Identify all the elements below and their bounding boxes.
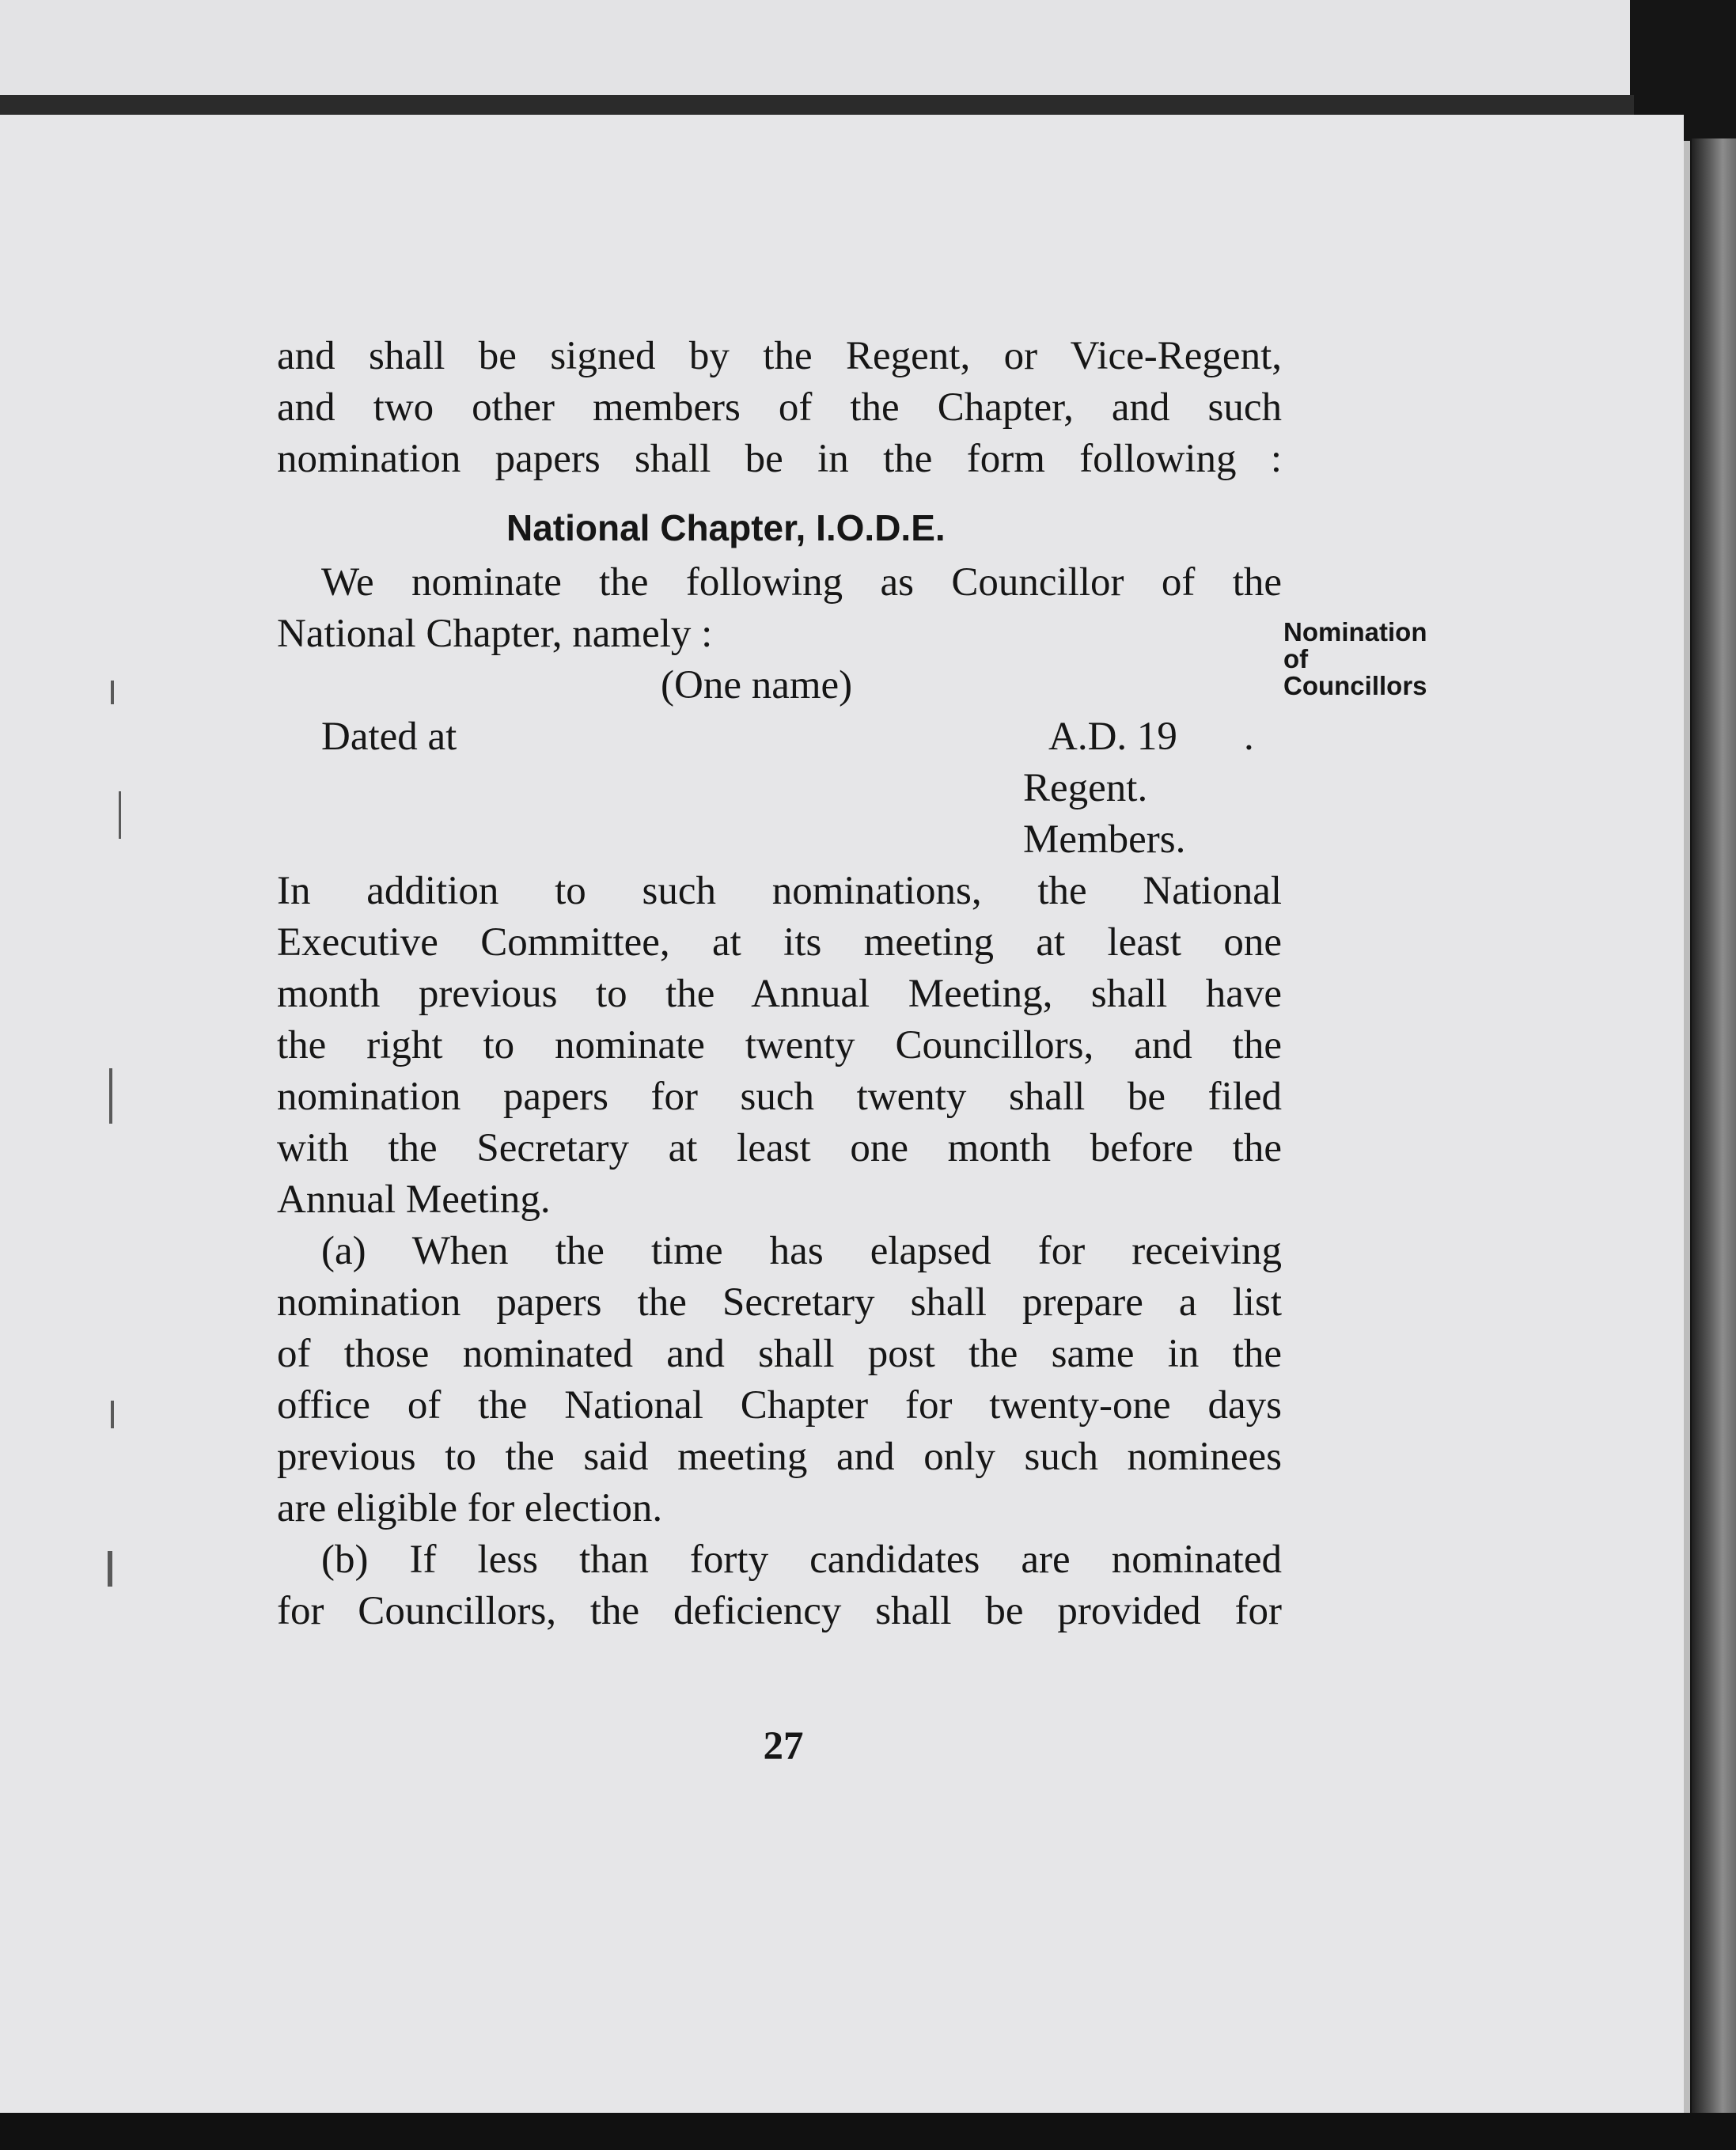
text-line: with the Secretary at least one month before the <box>277 1126 1282 1170</box>
paragraph-executive-committee <box>277 866 1282 1226</box>
text-line: month previous to the Annual Meeting, shall have <box>277 972 1282 1016</box>
text-line: for Councillors, the deficiency shall be provided for <box>277 1589 1282 1633</box>
text-line: Executive Committee, at its meeting at least one <box>277 920 1282 965</box>
page-number: 27 <box>763 1724 804 1769</box>
ad-year-label: A.D. 19 <box>1048 715 1177 759</box>
ad-period: . <box>1244 715 1254 759</box>
form-row <box>277 814 1282 866</box>
form-row <box>277 660 1282 711</box>
text-line: Annual Meeting. <box>277 1177 551 1222</box>
text-line: and shall be signed by the Regent, or Vice-Regent, <box>277 334 1282 378</box>
form-row <box>277 609 1282 660</box>
gutter-mark <box>111 1401 114 1428</box>
text-line: nomination papers for such twenty shall be filed <box>277 1075 1282 1119</box>
bottom-shadow <box>0 2113 1736 2150</box>
form-heading: National Chapter, I.O.D.E. <box>506 507 946 548</box>
members-label: Members. <box>1023 817 1186 862</box>
form-row <box>277 763 1282 814</box>
form-row <box>277 711 1282 763</box>
dated-at-label: Dated at <box>321 715 457 759</box>
text-line: and two other members of the Chapter, and such <box>277 385 1282 430</box>
paragraph-a <box>277 1226 1282 1534</box>
text-line: (a) When the time has elapsed for receiving <box>321 1229 1282 1273</box>
gutter-mark <box>108 1551 112 1587</box>
text-line: previous to the said meeting and only such nominees <box>277 1435 1282 1479</box>
gutter-mark <box>109 1068 112 1124</box>
back-page-edge <box>0 0 1630 101</box>
regent-label: Regent. <box>1023 766 1148 810</box>
nominate-line: National Chapter, namely : <box>277 612 713 656</box>
margin-note-line: of <box>1283 644 1309 673</box>
gutter-mark <box>119 791 121 839</box>
margin-note-line: Nomination <box>1283 617 1427 647</box>
text-line: are eligible for election. <box>277 1486 663 1530</box>
gutter-mark <box>111 681 114 704</box>
margin-note <box>1283 619 1473 700</box>
text-line: nomination papers the Secretary shall prepare a list <box>277 1280 1282 1325</box>
text-line: of those nominated and shall post the same in the <box>277 1332 1282 1376</box>
text-line: office of the National Chapter for twenty-one days <box>277 1383 1282 1428</box>
text-line: the right to nominate twenty Councillors, and the <box>277 1023 1282 1067</box>
book-cover-edge <box>1692 138 1736 2150</box>
nominate-line: We nominate the following as Councillor of the <box>321 560 1282 605</box>
text-line: (b) If less than forty candidates are nominated <box>321 1538 1282 1582</box>
paragraph-signing <box>277 331 1282 485</box>
text-line: nomination papers shall be in the form following : <box>277 437 1282 481</box>
margin-note-line: Councillors <box>1283 671 1427 700</box>
form-row <box>277 557 1282 609</box>
body-text <box>277 331 1282 1637</box>
text-line: In addition to such nominations, the National <box>277 869 1282 913</box>
one-name-label: (One name) <box>661 663 853 707</box>
nomination-form <box>277 557 1282 866</box>
paragraph-b <box>277 1534 1282 1637</box>
